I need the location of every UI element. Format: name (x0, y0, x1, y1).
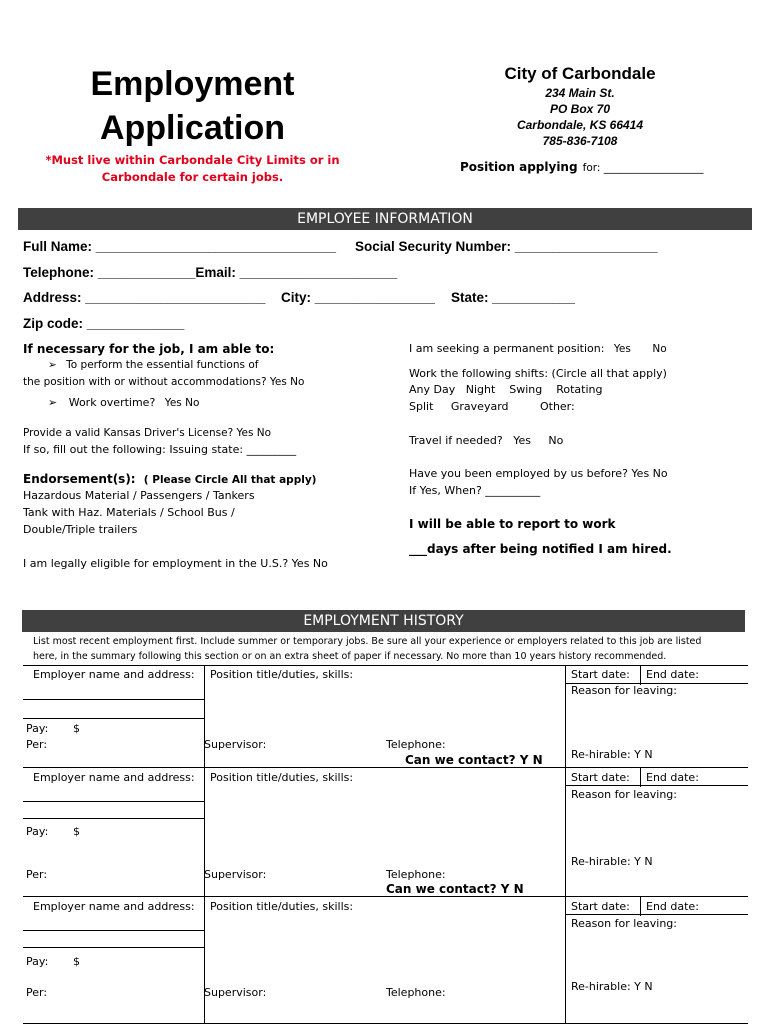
address-line: 234 Main St. (545, 86, 615, 100)
state-field[interactable]: State: ___________ (451, 290, 575, 305)
history-intro-2: here, in the summary following this section or on an extra sheet of paper if necessary. No more than 10 years history recommended. (33, 651, 667, 662)
pay-label[interactable]: Pay: (26, 722, 49, 735)
address-line-blank[interactable] (23, 930, 204, 931)
address-field[interactable]: Address: ________________________ (23, 290, 266, 305)
pay-label[interactable]: Pay: (26, 955, 49, 968)
address-line-blank[interactable] (23, 801, 204, 802)
able-heading: If necessary for the job, I am able to: (23, 342, 275, 356)
reason-leaving-label[interactable]: Reason for leaving: (571, 788, 677, 801)
end-date-label[interactable]: End date: (646, 668, 699, 681)
zip-field[interactable]: Zip code: _____________ (23, 316, 185, 331)
employment-history-header: EMPLOYMENT HISTORY (22, 610, 745, 632)
history-intro-1: List most recent employment first. Include summer or temporary jobs. Be sure all your experience or employers related to this job are listed (33, 636, 702, 647)
address-line-blank[interactable] (23, 818, 204, 819)
report-to-work-1: I will be able to report to work (409, 517, 616, 531)
essential-text: To perform the essential functions of (66, 359, 259, 371)
shifts-options[interactable]: Any Day Night Swing Rotating (409, 383, 603, 396)
full-name-field[interactable]: Full Name: ________________________________ (23, 239, 337, 254)
endorsements-heading (23, 472, 316, 486)
table-divider (640, 767, 641, 787)
essential-answer[interactable]: the position with or without accommodations? Yes No (23, 376, 305, 388)
previous-employment-question[interactable]: Have you been employed by us before? Yes No (409, 467, 668, 480)
position-label: Position applying (460, 160, 578, 174)
overtime-label: Work overtime? (68, 396, 156, 409)
permanent-yes[interactable]: Yes (613, 343, 631, 355)
contact-question[interactable]: Can we contact? Y N (405, 753, 543, 767)
travel-question[interactable]: Travel if needed? Yes No (409, 434, 564, 447)
start-date-label[interactable]: Start date: (571, 668, 630, 681)
permanent-position-question[interactable] (409, 342, 667, 355)
city-name: City of Carbondale (504, 64, 656, 83)
address-line-blank[interactable] (23, 947, 204, 948)
endorsements-label: Endorsement(s): (23, 472, 136, 486)
per-label[interactable]: Per: (26, 738, 48, 751)
pay-dollar: $ (73, 722, 80, 735)
rehirable-question[interactable]: Re-hirable: Y N (571, 980, 653, 993)
telephone-email-field[interactable]: Telephone: _____________Email: _____________________ (23, 265, 398, 280)
table-divider (204, 665, 205, 1023)
telephone-label[interactable]: Telephone: (386, 738, 446, 751)
shifts-line: Work the following shifts: (Circle all that apply) (409, 367, 667, 380)
per-label[interactable]: Per: (26, 986, 48, 999)
permanent-no[interactable]: No (652, 343, 667, 355)
employee-info-header: EMPLOYEE INFORMATION (18, 208, 752, 230)
rehirable-question[interactable]: Re-hirable: Y N (571, 855, 653, 868)
overtime-options: Yes No (164, 397, 200, 409)
position-title-label: Position title/duties, skills: (210, 900, 354, 913)
telephone-label[interactable]: Telephone: (386, 986, 446, 999)
endorsement-options[interactable]: Hazardous Material / Passengers / Tankers (23, 489, 255, 502)
address-line: 785-836-7108 (542, 134, 618, 148)
residency-note-2: Carbondale for certain jobs. (101, 170, 284, 184)
shifts-options[interactable]: Split Graveyard Other: (409, 400, 575, 413)
position-title-label: Position title/duties, skills: (210, 668, 354, 681)
end-date-label[interactable]: End date: (646, 771, 699, 784)
title-line-1: Employment (90, 65, 295, 103)
employer-name-label: Employer name and address: (33, 668, 195, 681)
end-date-label[interactable]: End date: (646, 900, 699, 913)
title-line-2: Application (99, 109, 286, 147)
pay-dollar: $ (73, 825, 80, 838)
table-divider (565, 665, 566, 1023)
ssn-field[interactable]: Social Security Number: ___________________ (355, 239, 658, 254)
date-underline (566, 914, 748, 915)
reason-leaving-label[interactable]: Reason for leaving: (571, 684, 677, 697)
license-question[interactable]: Provide a valid Kansas Driver's License? Yes No (23, 427, 272, 439)
city-field[interactable]: City: ________________ (281, 290, 435, 305)
employer-name-label: Employer name and address: (33, 900, 195, 913)
per-label[interactable]: Per: (26, 868, 48, 881)
table-divider (640, 896, 641, 916)
position-applying[interactable] (460, 156, 704, 175)
report-to-work-2[interactable]: ___days after being notified I am hired. (409, 542, 672, 556)
permanent-label: I am seeking a permanent position: (409, 342, 605, 355)
supervisor-label[interactable]: Supervisor: (204, 868, 267, 881)
pay-label[interactable]: Pay: (26, 825, 49, 838)
address-line: PO Box 70 (549, 102, 611, 116)
essential-functions (48, 359, 258, 371)
contact-question[interactable]: Can we contact? Y N (386, 882, 524, 896)
eligibility-question[interactable]: I am legally eligible for employment in the U.S.? Yes No (23, 557, 328, 570)
arrow-bullet-icon: ➢ (48, 396, 58, 409)
supervisor-label[interactable]: Supervisor: (204, 986, 267, 999)
overtime-row[interactable] (48, 396, 199, 409)
start-date-label[interactable]: Start date: (571, 900, 630, 913)
pay-dollar: $ (73, 955, 80, 968)
telephone-label[interactable]: Telephone: (386, 868, 446, 881)
address-line-blank[interactable] (23, 699, 204, 700)
reason-leaving-label[interactable]: Reason for leaving: (571, 917, 677, 930)
address-line: Carbondale, KS 66414 (516, 118, 644, 132)
endorsement-options[interactable]: Tank with Haz. Materials / School Bus / (23, 506, 235, 519)
issuing-state-field[interactable]: If so, fill out the following: Issuing state: _________ (23, 443, 297, 456)
employer-name-label: Employer name and address: (33, 771, 195, 784)
arrow-bullet-icon: ➢ (48, 359, 57, 371)
endorsements-note: ( Please Circle All that apply) (143, 474, 317, 486)
residency-note-1: *Must live within Carbondale City Limits or in (45, 153, 340, 167)
start-date-label[interactable]: Start date: (571, 771, 630, 784)
table-divider (640, 665, 641, 685)
previous-employment-date[interactable]: If Yes, When? __________ (409, 484, 541, 497)
date-underline (566, 785, 748, 786)
position-blank: for: ___________________ (582, 162, 704, 174)
endorsement-options[interactable]: Double/Triple trailers (23, 523, 138, 536)
supervisor-label[interactable]: Supervisor: (204, 738, 267, 751)
rehirable-question[interactable]: Re-hirable: Y N (571, 748, 653, 761)
address-line-blank[interactable] (23, 718, 204, 719)
position-title-label: Position title/duties, skills: (210, 771, 354, 784)
